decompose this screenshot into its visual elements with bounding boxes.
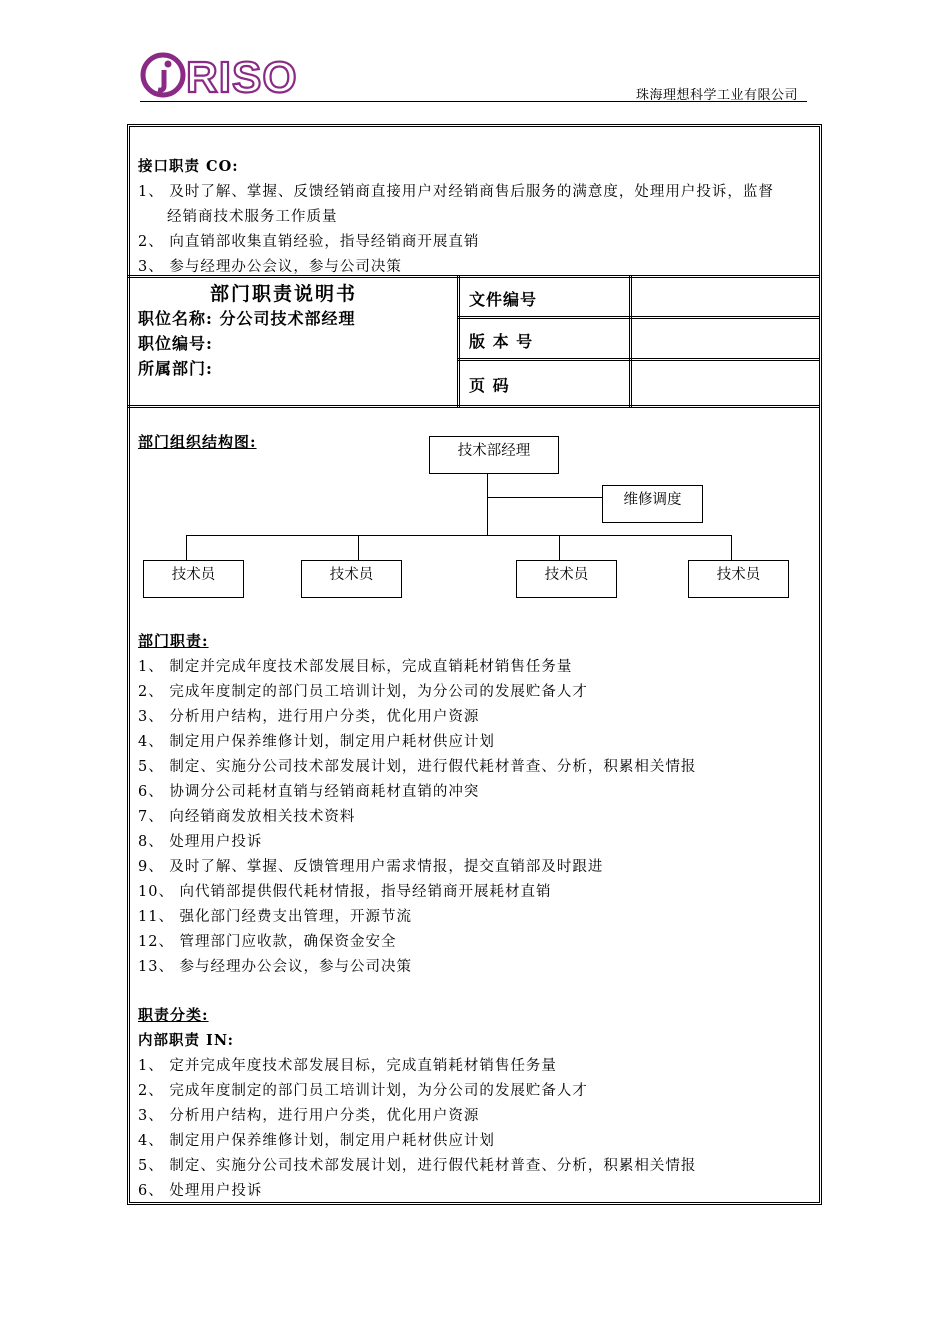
position-code: 职位编号: xyxy=(138,334,213,353)
internal-duties-title: 内部职责 IN: xyxy=(138,1032,234,1049)
duty-item: 4、 制定用户保养维修计划，制定用户耗材供应计划 xyxy=(138,734,495,750)
classification-heading: 职责分类: xyxy=(138,1006,209,1024)
table-rule xyxy=(458,316,820,319)
table-rule xyxy=(128,275,820,278)
duty-item: 5、 制定、实施分公司技术部发展计划，进行假代耗材普查、分析，积累相关情报 xyxy=(138,759,697,775)
file-number-label: 文件编号 xyxy=(469,290,538,309)
duty-item: 6、 协调分公司耗材直销与经销商耗材直销的冲突 xyxy=(138,784,480,800)
org-box-technician: 技术员 xyxy=(516,560,617,598)
org-connector xyxy=(487,474,488,536)
org-connector xyxy=(487,497,602,498)
duty-item: 8、 处理用户投诉 xyxy=(138,834,263,850)
internal-duty-item: 1、 定并完成年度技术部发展目标，完成直销耗材销售任务量 xyxy=(138,1058,557,1074)
org-connector xyxy=(186,535,187,560)
duty-item: 9、 及时了解、掌握、反馈管理用户需求情报，提交直销部及时跟进 xyxy=(138,859,604,875)
org-chart-heading: 部门组织结构图: xyxy=(138,433,257,451)
org-box-manager: 技术部经理 xyxy=(429,436,559,474)
header-rule xyxy=(140,101,807,102)
doc-title: 部门职责说明书 xyxy=(210,283,358,305)
table-rule xyxy=(128,405,820,408)
duty-item: 11、 强化部门经费支出管理，开源节流 xyxy=(138,909,413,925)
duty-item: 10、 向代销部提供假代耗材情报，指导经销商开展耗材直销 xyxy=(138,884,552,900)
table-rule xyxy=(629,276,632,407)
interface-item: 经销商技术服务工作质量 xyxy=(167,209,338,225)
duties-heading: 部门职责: xyxy=(138,632,209,650)
riso-logo xyxy=(140,50,300,100)
org-connector xyxy=(559,535,560,560)
internal-duty-item: 5、 制定、实施分公司技术部发展计划，进行假代耗材普查、分析，积累相关情报 xyxy=(138,1158,697,1174)
table-rule xyxy=(458,358,820,361)
internal-duty-item: 3、 分析用户结构，进行用户分类，优化用户资源 xyxy=(138,1108,480,1124)
version-label: 版 本 号 xyxy=(469,332,534,351)
position-name: 职位名称: 分公司技术部经理 xyxy=(138,309,356,328)
org-connector xyxy=(358,535,359,560)
svg-text:RISO: RISO xyxy=(186,53,298,100)
duty-item: 1、 制定并完成年度技术部发展目标，完成直销耗材销售任务量 xyxy=(138,659,573,675)
interface-item: 2、 向直销部收集直销经验，指导经销商开展直销 xyxy=(138,234,480,250)
duty-item: 2、 完成年度制定的部门员工培训计划，为分公司的发展贮备人才 xyxy=(138,684,588,700)
internal-duty-item: 2、 完成年度制定的部门员工培训计划，为分公司的发展贮备人才 xyxy=(138,1083,588,1099)
duty-item: 7、 向经销商发放相关技术资料 xyxy=(138,809,356,825)
table-rule xyxy=(457,276,460,407)
interface-item: 3、 参与经理办公会议，参与公司决策 xyxy=(138,259,402,275)
page-label: 页 码 xyxy=(469,376,510,395)
org-box-technician: 技术员 xyxy=(143,560,244,598)
duty-item: 3、 分析用户结构，进行用户分类，优化用户资源 xyxy=(138,709,480,725)
duty-item: 13、 参与经理办公会议，参与公司决策 xyxy=(138,959,413,975)
org-box-technician: 技术员 xyxy=(301,560,402,598)
interface-item: 1、 及时了解、掌握、反馈经销商直接用户对经销商售后服务的满意度，处理用户投诉，监督 xyxy=(138,184,774,200)
company-name: 珠海理想科学工业有限公司 xyxy=(636,88,799,103)
org-connector xyxy=(186,535,732,536)
internal-duty-item: 4、 制定用户保养维修计划，制定用户耗材供应计划 xyxy=(138,1133,495,1149)
org-box-dispatch: 维修调度 xyxy=(602,485,703,523)
duty-item: 12、 管理部门应收款，确保资金安全 xyxy=(138,934,397,950)
interface-title: 接口职责 CO: xyxy=(138,158,239,175)
org-box-technician: 技术员 xyxy=(688,560,789,598)
org-connector xyxy=(731,535,732,560)
internal-duty-item: 6、 处理用户投诉 xyxy=(138,1183,263,1199)
department-label: 所属部门: xyxy=(138,359,213,378)
